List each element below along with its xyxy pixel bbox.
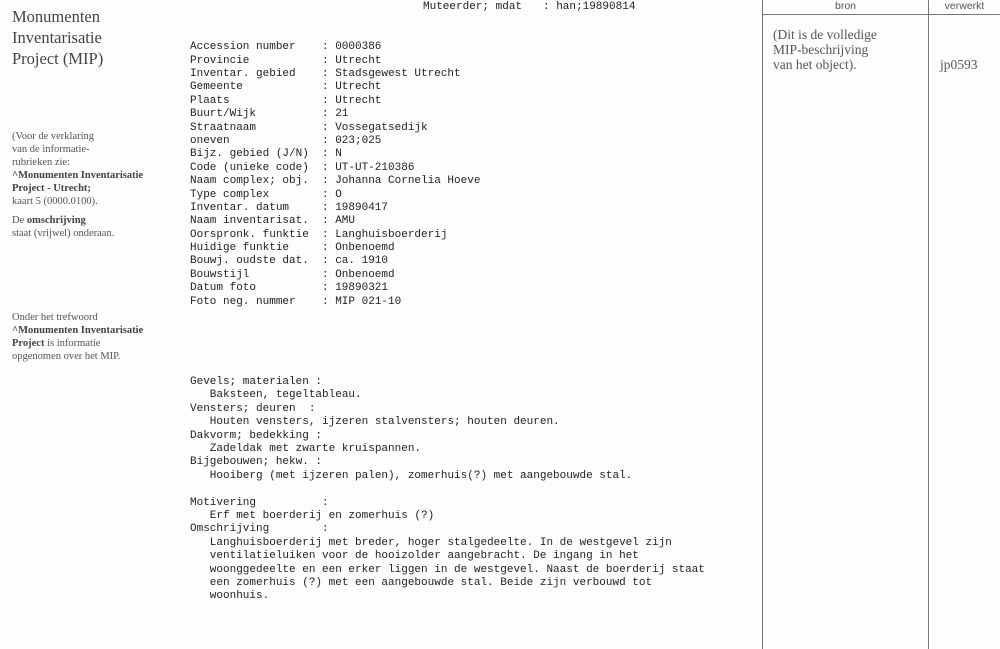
field-value: AMU (335, 215, 356, 228)
field-label: Inventar. datum (190, 201, 290, 214)
field-value: Onbenoemd (335, 268, 395, 281)
column-divider (928, 0, 929, 649)
note-link[interactable]: ^Monumenten Inventarisatie (12, 170, 144, 181)
note-line: Onder het trefwoord (12, 312, 98, 323)
field-label: Code (unieke code) (190, 161, 309, 174)
field-label: Straatnaam (190, 121, 257, 134)
note-line: rubrieken zie: (12, 157, 71, 168)
field-value: Langhuisboerderij (335, 228, 448, 241)
section-label: Omschrijving : (190, 523, 329, 536)
note-text: De (12, 215, 27, 226)
field-label: Bijz. gebied (J/N) (190, 148, 309, 161)
section-label: Bijgebouwen; hekw. : (190, 456, 323, 469)
section-list (190, 376, 705, 604)
record-section (190, 403, 705, 430)
field-separator: : (322, 94, 336, 107)
bron-line: van het object). (773, 57, 857, 72)
field-value: 19890321 (335, 282, 389, 295)
bron-line: (Dit is de volledige (773, 27, 877, 42)
field-label: Gemeente (190, 81, 243, 94)
field-separator: : (322, 255, 336, 268)
record-section (190, 456, 705, 483)
section-label: Vensters; deuren : (190, 402, 316, 415)
title-line: Monumenten (12, 7, 100, 26)
section-text: Baksteen, tegeltableau. (190, 389, 362, 402)
explanation-note (12, 130, 187, 208)
field-label: Inventar. gebied (190, 68, 296, 80)
section-label: Dakvorm; bedekking : (190, 429, 323, 442)
field-row (190, 148, 705, 161)
field-label: Naam inventarisat. (190, 215, 309, 228)
field-row (190, 269, 705, 282)
field-separator: : (322, 215, 336, 228)
keyword-note (12, 311, 187, 363)
field-label: Accession number (190, 41, 296, 54)
section-text: Houten vensters, ijzeren stalvensters; houten deuren. (190, 416, 560, 429)
field-label: Huidige funktie (190, 242, 290, 255)
field-row (190, 296, 705, 309)
field-separator: : (322, 148, 336, 161)
field-label: Type complex (190, 188, 270, 201)
field-value: 21 (335, 108, 349, 121)
field-value: han;19890814 (556, 1, 636, 13)
field-separator: : (322, 68, 336, 80)
field-row (190, 162, 705, 175)
description-note (12, 214, 187, 240)
field-value: MIP 021-10 (335, 295, 402, 308)
section-text: Erf met boerderij en zomerhuis (?) (190, 509, 435, 522)
field-separator: : (322, 268, 336, 281)
field-separator: : (322, 54, 336, 67)
record-section (190, 376, 705, 403)
note-link[interactable]: ^Monumenten Inventarisatie (12, 325, 144, 336)
field-label: Bouwstijl (190, 268, 250, 281)
section-text: ventilatieluiken voor de hooizolder aangebracht. De ingang in het (190, 550, 639, 563)
field-value: N (335, 148, 342, 161)
field-label: Foto neg. nummer (190, 295, 296, 308)
field-row (190, 175, 705, 188)
field-row (190, 282, 705, 295)
section-text: Zadeldak met zwarte kruispannen. (190, 443, 422, 455)
field-value: O (335, 188, 342, 201)
bron-header: bron (834, 0, 856, 12)
field-row (190, 55, 705, 68)
section-text: woonggedeelte en een erker liggen in de westgevel. Naast de boerderij staat (190, 563, 705, 576)
section-text: een zomerhuis (?) met een aangebouwde stal. Beide zijn verbouwd tot (190, 576, 653, 589)
note-bold: omschrijving (26, 215, 86, 226)
mip-record (190, 1, 705, 631)
field-separator: : (322, 188, 336, 201)
left-margin (12, 6, 187, 362)
note-line: kaart 5 (0000.0100). (12, 196, 98, 207)
field-separator: : (322, 81, 336, 94)
document-title (12, 6, 187, 69)
record-section (190, 497, 705, 524)
section-text: Hooiberg (met ijzeren palen), zomerhuis(?) met aangebouwde stal. (190, 469, 633, 482)
field-label: Buurt/Wijk (190, 108, 257, 121)
section-label: Motivering : (190, 496, 329, 509)
field-row (190, 68, 705, 81)
field-row (190, 242, 705, 255)
field-separator: : (322, 228, 336, 241)
field-label: Provincie (190, 54, 250, 67)
header-rule (762, 14, 1000, 15)
note-link[interactable]: Project - Utrecht; (12, 183, 91, 194)
note-link[interactable]: Project (12, 338, 45, 349)
column-divider (762, 0, 763, 649)
section-text: woonhuis. (190, 590, 270, 603)
field-value: Utrecht (335, 94, 382, 107)
field-row (190, 95, 705, 108)
record-section (190, 430, 705, 457)
field-label: Plaats (190, 94, 230, 107)
record-section (190, 523, 705, 603)
field-row (190, 108, 705, 121)
field-list (190, 41, 705, 309)
field-row (190, 202, 705, 215)
field-label: Bouwj. oudste dat. (190, 255, 309, 268)
field-separator: : (322, 282, 336, 295)
field-separator: : (322, 175, 336, 188)
field-separator: : (322, 134, 336, 147)
field-row (190, 229, 705, 242)
field-value: ca. 1910 (335, 255, 389, 268)
bron-line: MIP-beschrijving (773, 42, 869, 57)
field-value: UT-UT-210386 (335, 161, 415, 174)
field-separator: : (322, 121, 336, 134)
field-separator: : (322, 242, 336, 255)
field-row (190, 189, 705, 202)
field-label: oneven (190, 134, 230, 147)
note-line: staat (vrijwel) onderaan. (12, 228, 115, 239)
verwerkt-header: verwerkt (944, 0, 985, 12)
section-label (190, 483, 705, 496)
field-separator: : (322, 295, 336, 308)
field-value: Utrecht (335, 54, 382, 67)
field-row (190, 81, 705, 94)
bron-text (773, 27, 877, 72)
field-separator: : (322, 201, 336, 214)
field-value: Onbenoemd (335, 242, 395, 255)
section-text: Langhuisboerderij met breder, hoger stalgedeelte. In de westgevel zijn (190, 536, 672, 549)
field-row (190, 122, 705, 135)
verwerkt-value: jp0593 (940, 57, 978, 72)
field-value: 023;025 (335, 134, 382, 147)
note-line: opgenomen over het MIP. (12, 351, 121, 362)
field-value: Utrecht (335, 81, 382, 94)
field-row (190, 135, 705, 148)
field-label: Datum foto (190, 282, 257, 295)
field-value: Johanna Cornelia Hoeve (335, 175, 481, 188)
field-separator: : (322, 161, 336, 174)
note-line: (Voor de verklaring (12, 131, 95, 142)
field-label: Muteerder; mdat (423, 1, 523, 13)
field-label: Naam complex; obj. (190, 175, 309, 188)
field-separator: : (322, 108, 336, 121)
note-line: van de informatie- (12, 144, 90, 155)
field-value: 19890417 (335, 201, 389, 214)
note-text: is informatie (44, 338, 101, 349)
field-separator: : (322, 41, 336, 54)
field-value: 0000386 (335, 41, 382, 54)
field-label: Oorspronk. funktie (190, 228, 309, 241)
field-row (190, 255, 705, 268)
field-value: Vossegatsedijk (335, 121, 428, 134)
mutator-field: Muteerder; mdat : han;19890814 (423, 1, 636, 13)
field-value: Stadsgewest Utrecht (335, 68, 461, 80)
field-row (190, 215, 705, 228)
record-section (190, 483, 705, 496)
field-row (190, 41, 705, 54)
section-label: Gevels; materialen : (190, 376, 323, 389)
title-line: Project (MIP) (12, 49, 104, 68)
title-line: Inventarisatie (12, 28, 102, 47)
